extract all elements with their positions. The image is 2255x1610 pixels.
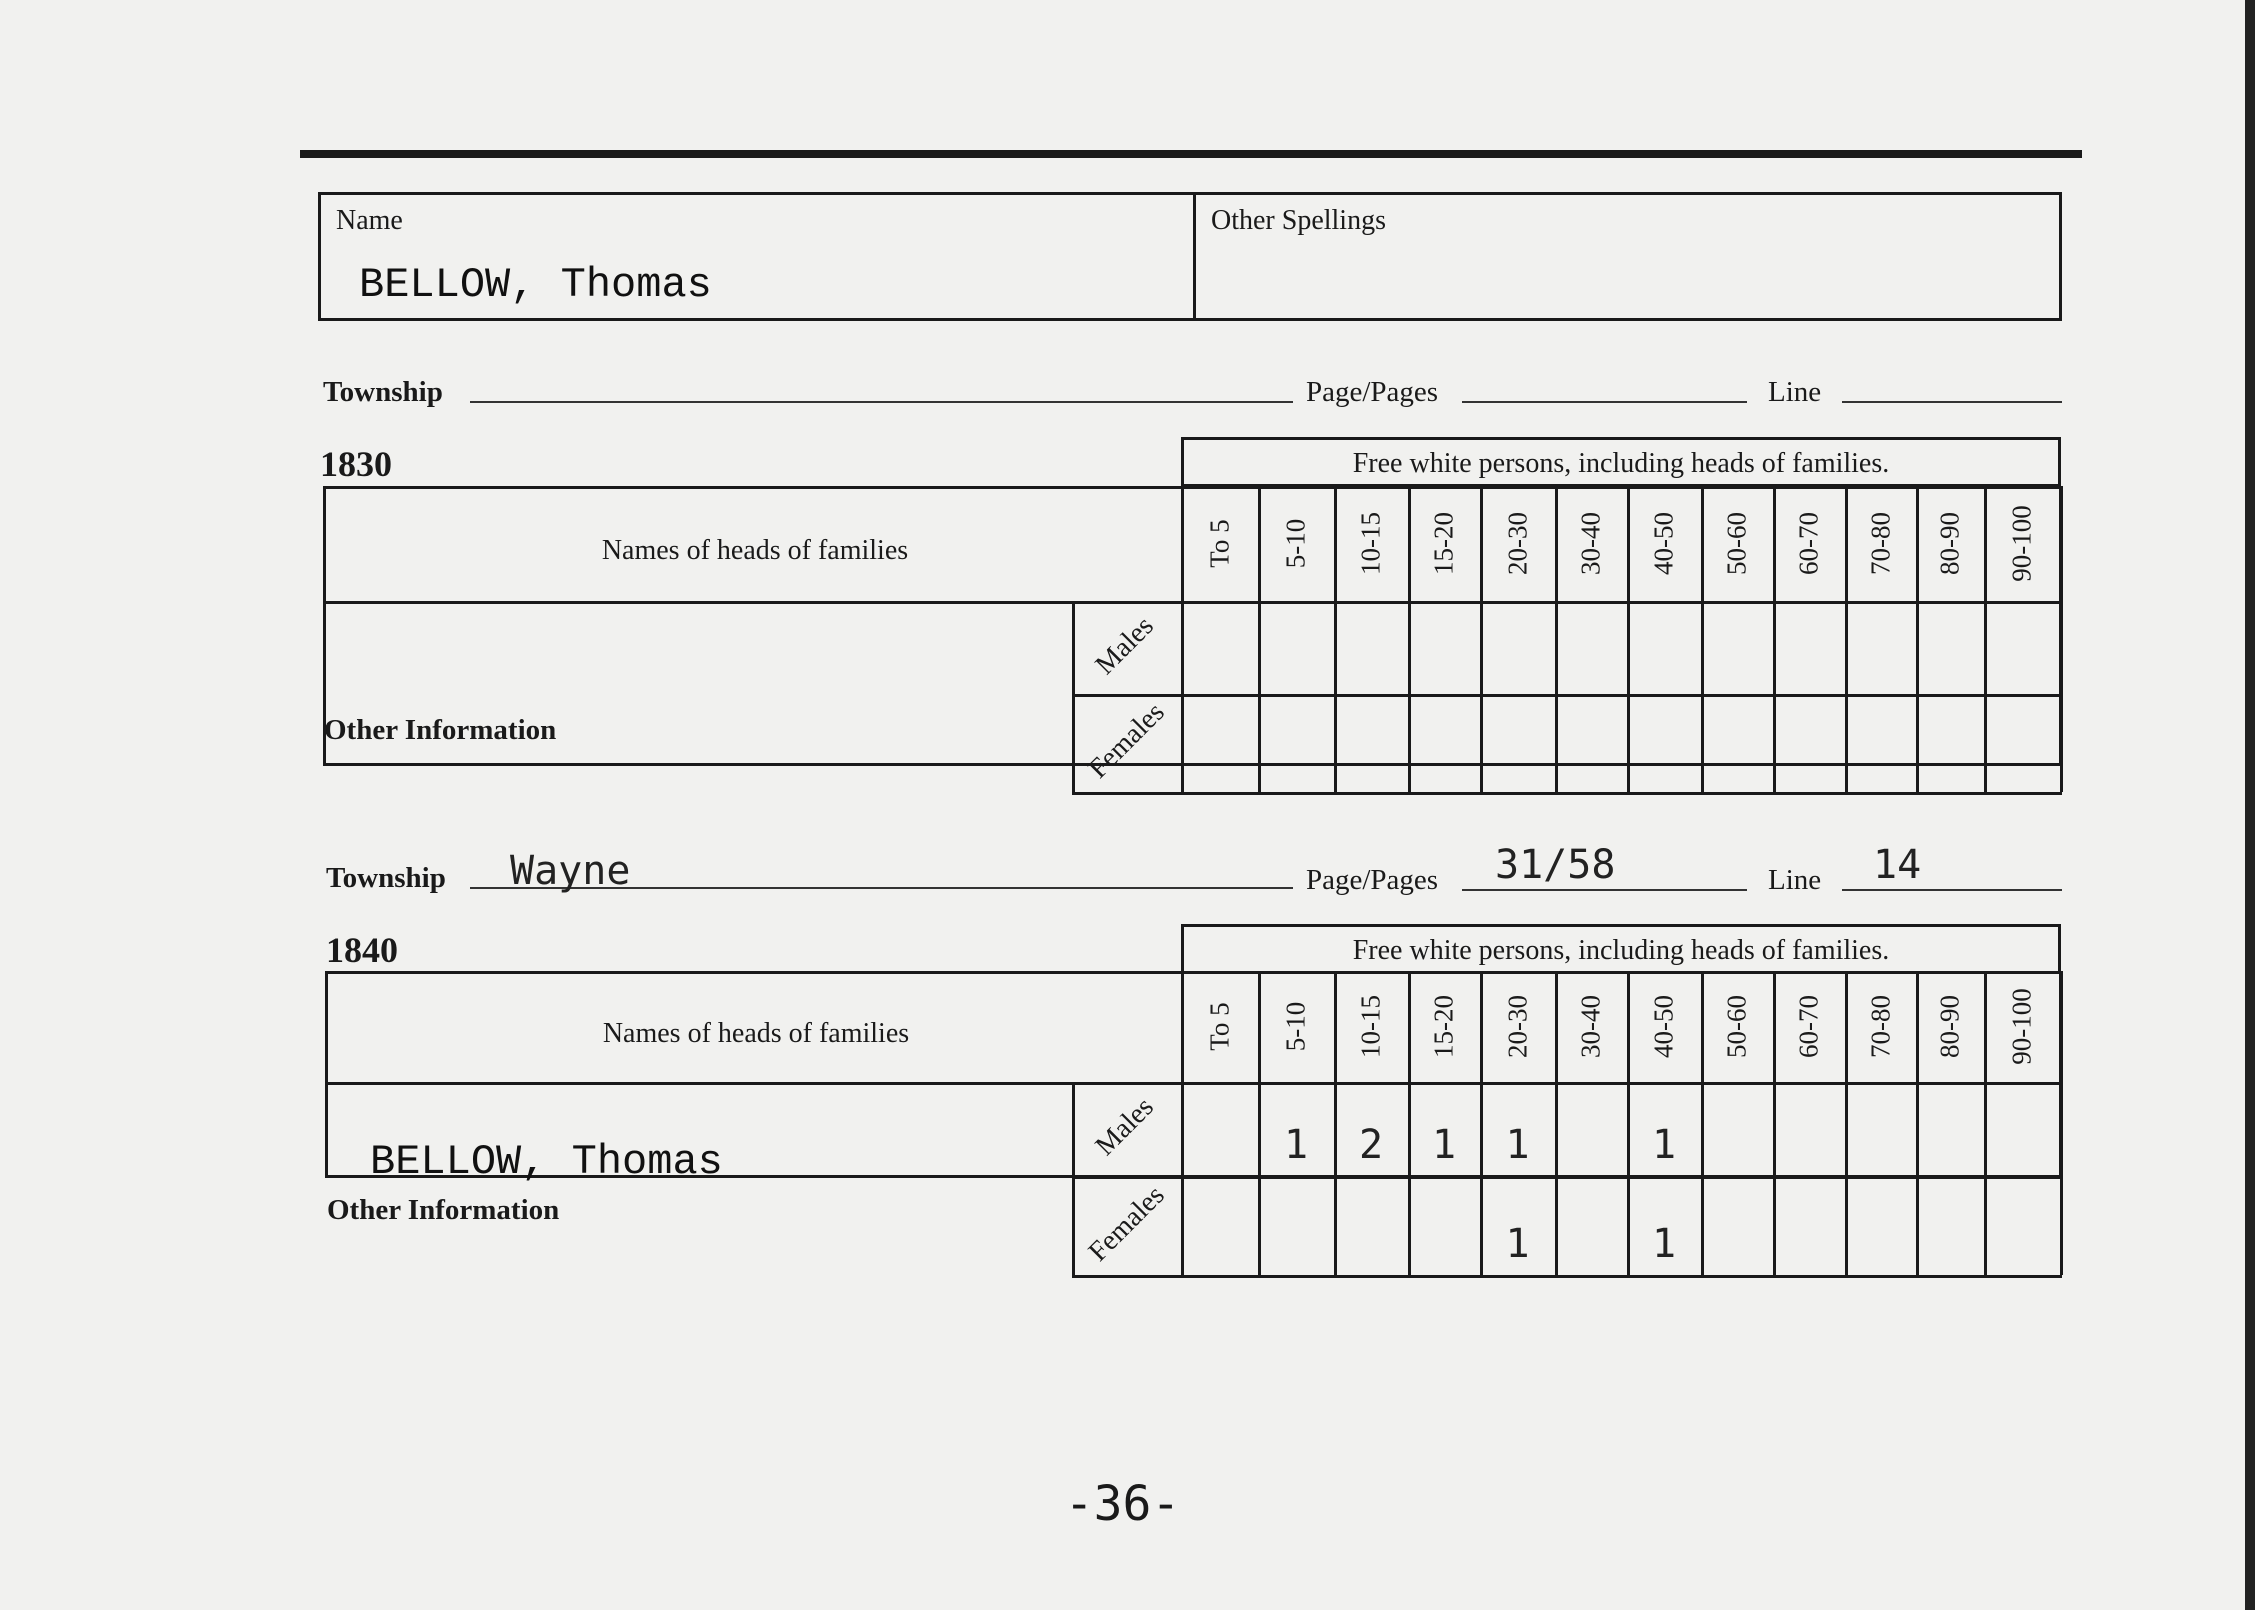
pages-1830-line — [1462, 401, 1747, 403]
grid-col-line — [1701, 971, 1704, 1275]
grid-col-line — [2060, 971, 2063, 1275]
grid-bottom-line — [1072, 1275, 2062, 1278]
males-count-cell: 1 — [1651, 1122, 1677, 1168]
age-col-header: To 5 — [1204, 518, 1234, 568]
age-col-header: 5-10 — [1280, 1001, 1311, 1051]
grid-col-line — [1845, 486, 1848, 792]
year-1830: 1830 — [320, 444, 392, 484]
grid-bottom-line — [1072, 792, 2062, 795]
line-1830-line — [1842, 401, 2062, 403]
township-1830-label: Township — [323, 376, 443, 408]
grid-col-line — [1773, 486, 1776, 792]
age-col-header: 5-10 — [1280, 518, 1311, 568]
females-label: Females — [1082, 696, 1171, 785]
header-rule — [300, 150, 2082, 158]
line-1840-value: 14 — [1873, 842, 1922, 888]
grid-col-line — [1984, 486, 1987, 792]
age-col-header: 30-40 — [1575, 994, 1606, 1058]
age-col-header: 10-15 — [1355, 994, 1386, 1058]
age-col-header: To 5 — [1204, 1001, 1234, 1051]
grid-col-line — [1627, 486, 1630, 792]
name-label: Name — [336, 205, 403, 236]
page-number: -36- — [1064, 1476, 1181, 1532]
age-col-header: 15-20 — [1428, 994, 1459, 1058]
age-col-header: 80-90 — [1934, 994, 1965, 1058]
township-1840-value: Wayne — [510, 848, 631, 894]
age-col-header: 90-100 — [2006, 504, 2037, 582]
grid-col-line — [1555, 971, 1558, 1275]
age-col-header: 40-50 — [1648, 994, 1679, 1058]
age-col-header: 60-70 — [1793, 994, 1824, 1058]
age-col-header: 60-70 — [1793, 511, 1824, 575]
name-box — [318, 192, 2062, 321]
age-col-header: 40-50 — [1648, 511, 1679, 575]
grid-col-line — [1845, 971, 1848, 1275]
line-1830-label: Line — [1768, 376, 1822, 408]
grid-col-line — [1480, 486, 1483, 792]
free-white-label-1830: Free white persons, including heads of families. — [1352, 448, 1890, 479]
grid-col-line — [1555, 486, 1558, 792]
females-label: Females — [1082, 1179, 1171, 1268]
grid-col-line — [2060, 486, 2063, 792]
line-1840-label: Line — [1768, 864, 1822, 896]
males-label: Males — [1089, 1091, 1160, 1162]
age-col-header: 70-80 — [1865, 511, 1895, 575]
grid-mid-line — [1072, 1176, 2062, 1179]
females-count-cell: 1 — [1651, 1221, 1677, 1267]
grid-col-line — [1334, 486, 1337, 792]
grid-col-line — [1181, 486, 1184, 792]
age-col-header: 70-80 — [1865, 994, 1895, 1058]
other-info-1840-label: Other Information — [327, 1194, 560, 1226]
age-col-header: 30-40 — [1575, 511, 1606, 575]
other-info-1830-label: Other Information — [324, 714, 557, 746]
page-edge-shadow — [2245, 0, 2255, 1610]
township-1830-line — [470, 401, 1293, 403]
age-col-header: 20-30 — [1502, 994, 1532, 1058]
age-col-header: 80-90 — [1934, 511, 1965, 575]
grid-col-line — [1916, 486, 1919, 792]
age-col-header: 20-30 — [1502, 511, 1532, 575]
pages-1830-label: Page/Pages — [1306, 376, 1439, 408]
pages-1840-value: 31/58 — [1495, 842, 1616, 888]
year-1840: 1840 — [326, 930, 398, 970]
free-white-label-1840: Free white persons, including heads of families. — [1352, 935, 1890, 966]
free-white-header-1830 — [1181, 437, 2061, 487]
males-count-cell: 1 — [1431, 1122, 1457, 1168]
age-col-header: 10-15 — [1355, 511, 1386, 575]
gender-col-line — [1072, 1082, 1075, 1278]
males-count-cell: 2 — [1358, 1122, 1384, 1168]
head-name-1840: BELLOW, Thomas — [370, 1138, 723, 1186]
names-heads-label-1840: Names of heads of families — [602, 1018, 910, 1049]
line-1840-line — [1842, 889, 2062, 891]
pages-1840-label: Page/Pages — [1306, 864, 1439, 896]
name-box-divider — [1193, 195, 1196, 318]
township-1840-label: Township — [326, 862, 446, 894]
age-col-header: 50-60 — [1721, 511, 1752, 575]
grid-col-line — [1916, 971, 1919, 1275]
age-col-header: 15-20 — [1428, 511, 1459, 575]
grid-col-line — [1408, 486, 1411, 792]
other-spellings-label: Other Spellings — [1211, 205, 1386, 236]
pages-1840-line — [1462, 889, 1747, 891]
grid-col-line — [1701, 486, 1704, 792]
grid-col-line — [1984, 971, 1987, 1275]
age-col-header: 90-100 — [2006, 987, 2037, 1065]
males-count-cell: 1 — [1505, 1122, 1530, 1168]
grid-col-line — [1181, 971, 1184, 1275]
males-label: Males — [1089, 609, 1160, 681]
free-white-header-1840 — [1181, 924, 2061, 974]
grid-mid-line — [1072, 694, 2062, 697]
grid-col-line — [1258, 486, 1261, 792]
names-heads-label-1830: Names of heads of families — [601, 535, 909, 566]
grid-col-line — [1773, 971, 1776, 1275]
age-col-header: 50-60 — [1721, 994, 1752, 1058]
name-value: BELLOW, Thomas — [359, 261, 712, 309]
females-count-cell: 1 — [1505, 1221, 1530, 1267]
males-count-cell: 1 — [1283, 1122, 1309, 1168]
gender-col-line — [1072, 601, 1075, 795]
